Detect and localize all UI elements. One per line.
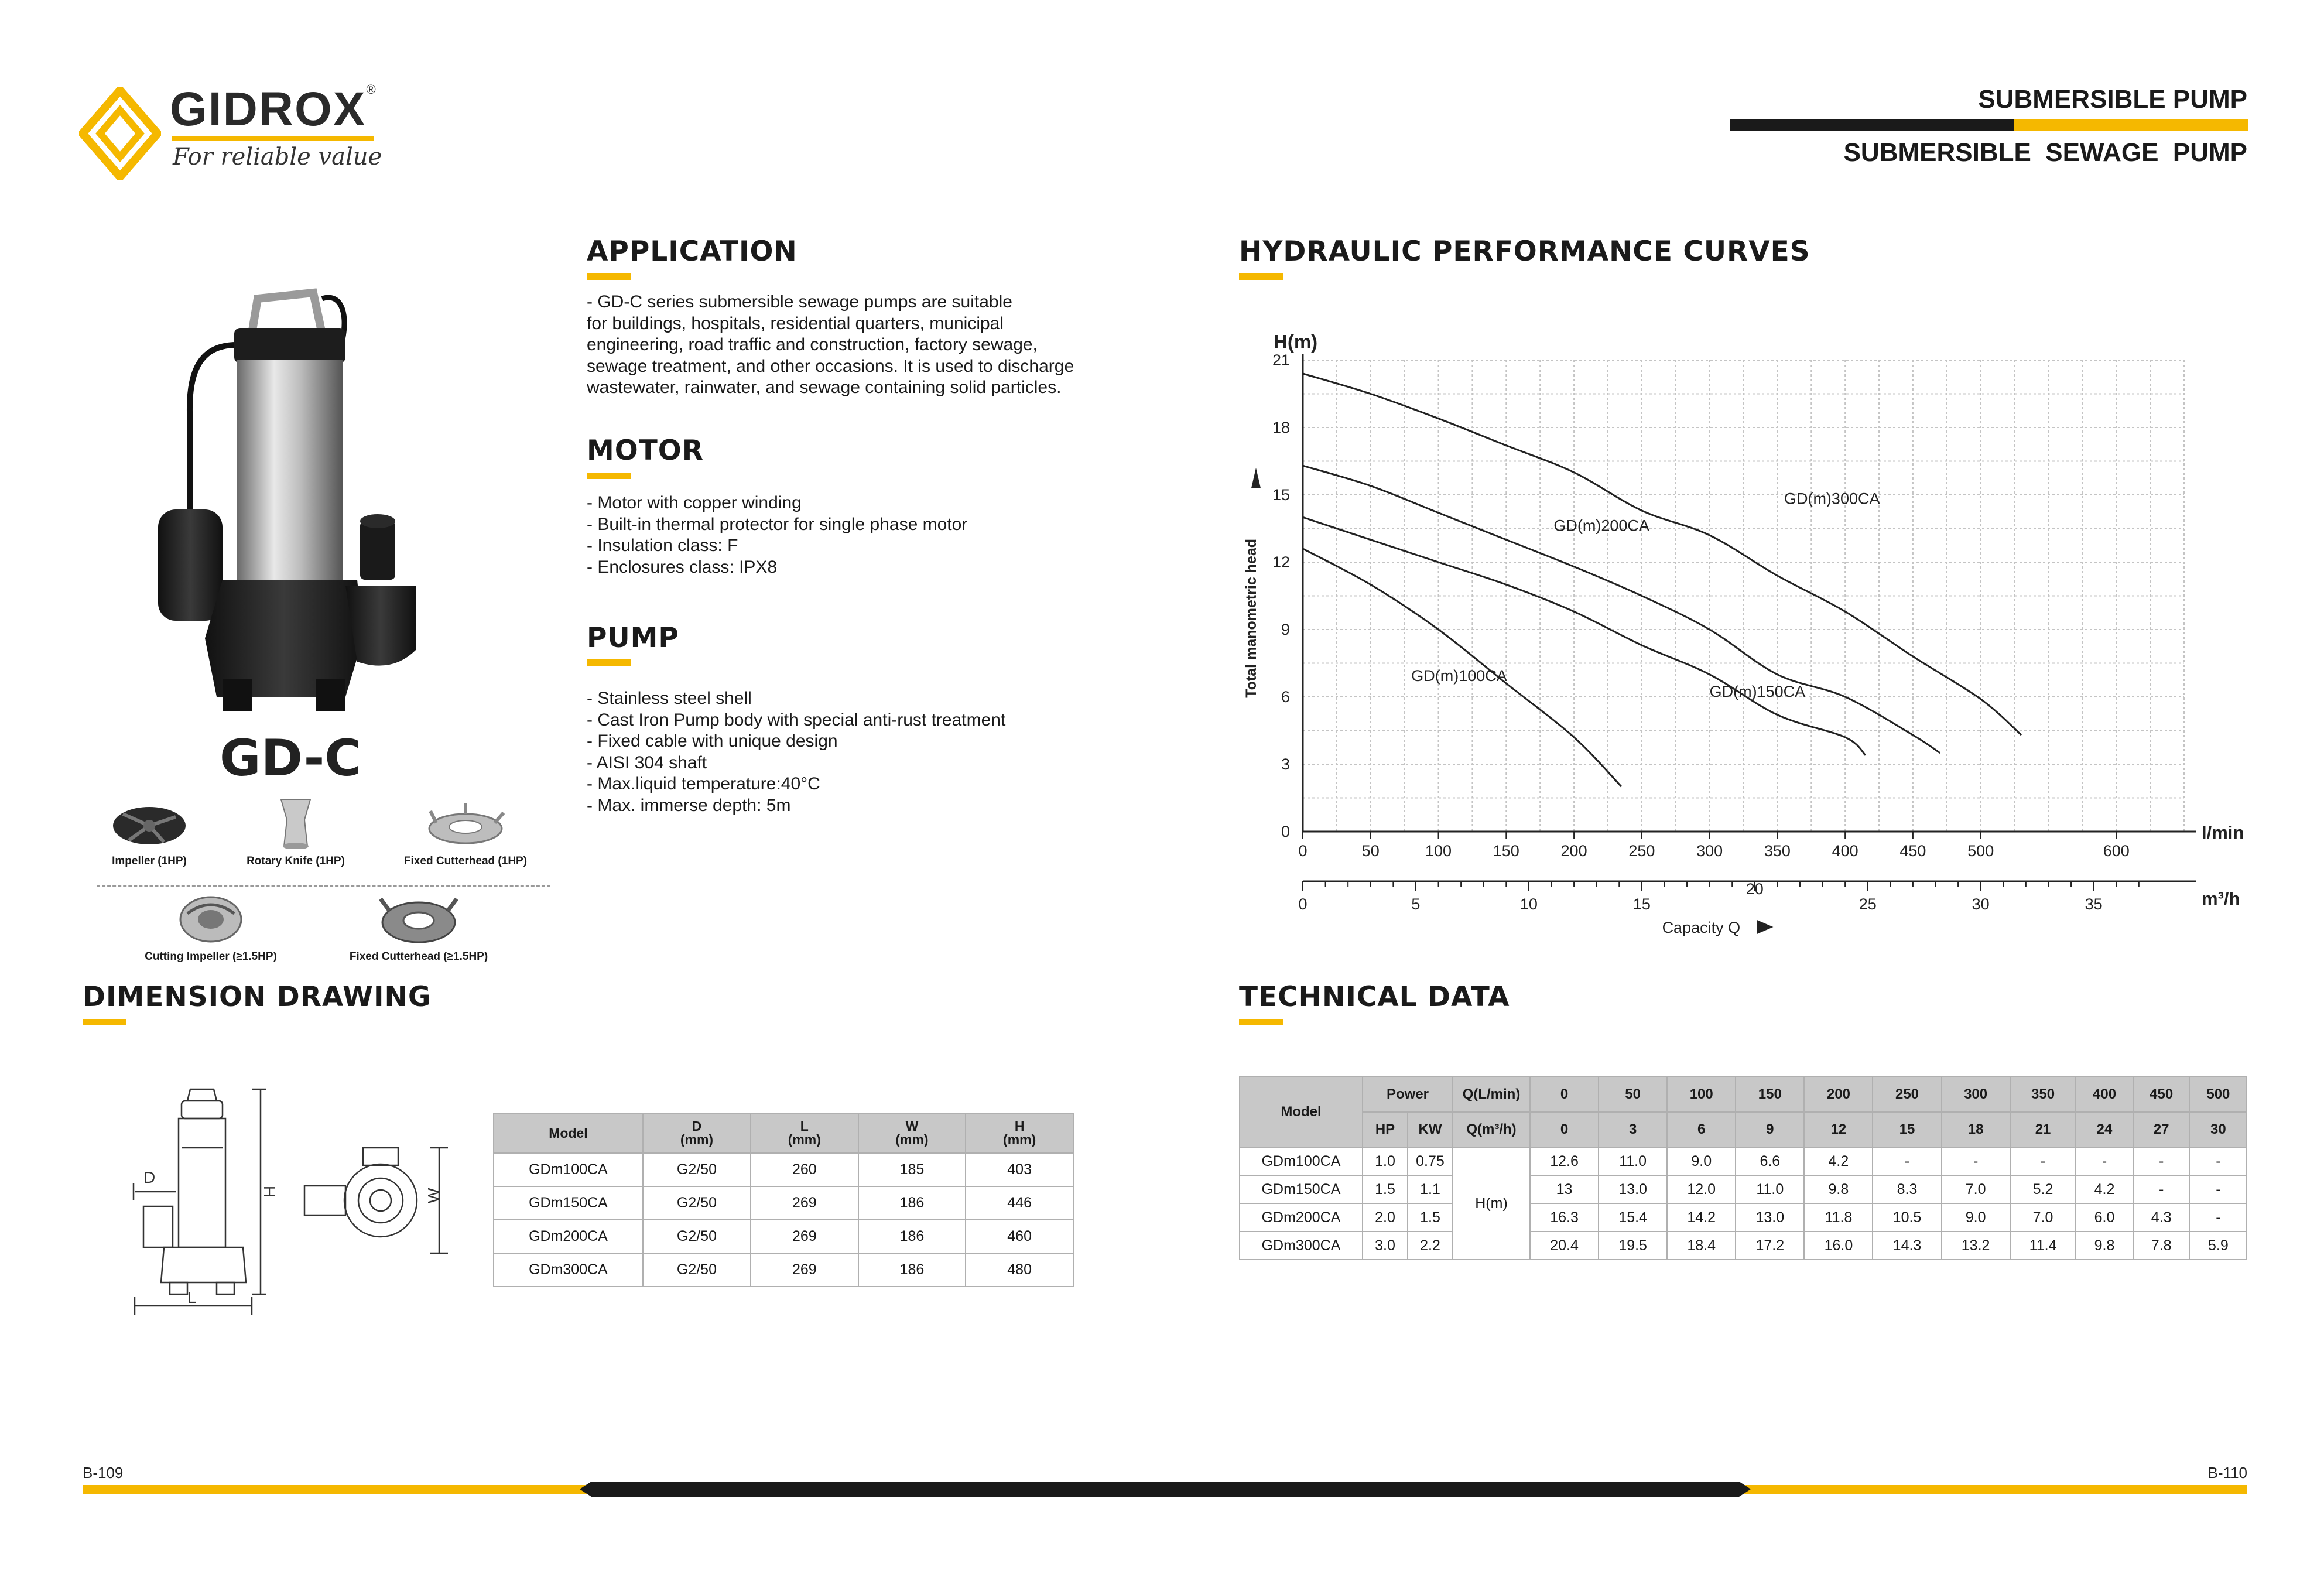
- dim-label-h: H: [261, 1185, 279, 1198]
- curves-title: HYDRAULIC PERFORMANCE CURVES: [1239, 235, 1810, 268]
- accessory-caption: Fixed Cutterhead (1HP): [403, 855, 528, 867]
- cutting-impeller-icon: [123, 890, 299, 946]
- dimension-drawing: [111, 1083, 521, 1318]
- page-number-left: B-109: [83, 1464, 124, 1482]
- dim-header-w: W (mm): [858, 1113, 966, 1153]
- technical-table: Model Power Q(L/min) 0 50 100 150 200 250 300 350 400 450 500 HP KW Q(m³/h) 0 3 6 9 12 15 18 21 24 27 30 GDm100CA 1.0 0.75 H(m) 12.6 11.0 9.0 6.6 4.2 - - - - - - GDm150CA 1.5 1.1 13 13.0 12.0 11.0 9.8 8.3 7.0 5.2 4.2 - - GDm200CA 2.0 1.5 16.3 15.4 14.2 13.0 11.8 10.5 9.0 7.0 6.0 4.3 - GDm300CA 3.0 2.2 20.4 19.5 18.4 17.2 16.0 14.3 13.2 11.4 9.8 7.8 5.9: [1239, 1076, 2247, 1260]
- x-tick-label-lmin: 400: [1832, 842, 1858, 860]
- table-row: GDm200CA G2/50 269 186 460: [494, 1220, 1073, 1253]
- pump-text: - Stainless steel shell - Cast Iron Pump body with special anti-rust treatment - Fixed cable with unique design - AISI 304 shaft - Max.liquid temperature:40°C - Max. immerse depth: 5m: [587, 689, 1006, 815]
- series-label: GD(m)300CA: [1784, 490, 1880, 508]
- y-axis-label: H(m): [1274, 331, 1318, 353]
- cutterhead-icon: [389, 796, 542, 849]
- header-bar-accent: [2014, 119, 2248, 131]
- dim-header-h: H (mm): [966, 1113, 1073, 1153]
- accessory-caption: Cutting Impeller (≥1.5HP): [145, 950, 277, 963]
- diamond-logo-icon: [79, 87, 161, 180]
- tech-header-model: Model: [1240, 1077, 1363, 1147]
- accessory-rotary-knife: [234, 796, 357, 870]
- series-label: GD(m)100CA: [1411, 667, 1507, 685]
- table-row: GDm100CA G2/50 260 185 403: [494, 1153, 1073, 1186]
- dimension-underline: [83, 1019, 126, 1025]
- tech-header-hp: HP: [1363, 1112, 1408, 1147]
- dim-header-model: Model: [494, 1113, 643, 1153]
- header-subcategory: SUBMERSIBLE SEWAGE PUMP: [1843, 138, 2247, 167]
- x-tick-label-m3h: 10: [1519, 895, 1538, 913]
- table-row: GDm150CA G2/50 269 186 446: [494, 1186, 1073, 1220]
- application-text: - GD-C series submersible sewage pumps are suitable for buildings, hospitals, residential quarters, municipal engineering, road traffic and construction, factory sewage, sewage treatment, and other occasions. It is used to discharge wastewater, rainwater, and sewage containing solid particles.: [587, 292, 1074, 397]
- y-tick-label: 12: [1272, 553, 1290, 571]
- x-tick-label-lmin: 350: [1764, 842, 1791, 860]
- dim-header-d: D (mm): [643, 1113, 751, 1153]
- x-axis-label: Capacity Q: [1662, 919, 1741, 936]
- motor-title: MOTOR: [587, 435, 704, 467]
- page-number-right: B-110: [2207, 1464, 2247, 1482]
- dim-label-w: W: [425, 1188, 443, 1203]
- x-tick-label-m3h: 15: [1632, 895, 1651, 913]
- tech-h-label: H(m): [1453, 1147, 1530, 1260]
- cutterhead-large-icon: [334, 890, 504, 946]
- motor-underline: [587, 473, 631, 479]
- table-row: GDm150CA 1.5 1.1 13 13.0 12.0 11.0 9.8 8.3 7.0 5.2 4.2 - -: [1240, 1175, 2247, 1203]
- brand-name: GIDROX®: [170, 82, 377, 136]
- accessory-fixed-cutterhead-1hp: [389, 796, 542, 870]
- accessory-cutting-impeller: [123, 890, 299, 966]
- accessory-fixed-cutterhead-15hp: [334, 890, 504, 966]
- tech-header-q-lmin: Q(L/min): [1453, 1077, 1530, 1112]
- x-tick-label-m3h: 35: [2085, 895, 2103, 913]
- dim-header-l: L (mm): [751, 1113, 858, 1153]
- x-tick-label-m3h: 0: [1298, 895, 1308, 913]
- y-axis-side-label: Total manometric head: [1243, 538, 1259, 698]
- y-tick-label: 18: [1272, 419, 1290, 436]
- y-tick-label: 21: [1272, 351, 1290, 369]
- dimension-title: DIMENSION DRAWING: [83, 981, 432, 1013]
- series-line: [1303, 517, 1866, 755]
- x-tick-label-lmin: 600: [2103, 842, 2130, 860]
- x-tick-label-lmin: 200: [1560, 842, 1587, 860]
- brand-logo: [79, 82, 407, 184]
- accessory-caption: Fixed Cutterhead (≥1.5HP): [349, 950, 488, 963]
- brand-tagline: For reliable value: [173, 143, 382, 170]
- product-image: [146, 275, 427, 714]
- motor-text: - Motor with copper winding - Built-in thermal protector for single phase motor - Insulation class: F - Enclosures class: IPX8: [587, 493, 968, 577]
- x-unit-m3h: m³/h: [2202, 888, 2240, 909]
- x-tick-label-m3h: 30: [1972, 895, 1990, 913]
- series-label: GD(m)150CA: [1709, 683, 1806, 700]
- dimension-table: [493, 1113, 1074, 1287]
- y-tick-label: 6: [1281, 688, 1290, 706]
- pump-title: PUMP: [587, 622, 679, 654]
- x-axis-arrow-icon: [1757, 920, 1774, 934]
- y-tick-label: 15: [1272, 486, 1290, 504]
- application-underline: [587, 273, 631, 280]
- footer-bar-dark: [580, 1482, 1751, 1497]
- table-row: GDm300CA 3.0 2.2 20.4 19.5 18.4 17.2 16.0 14.3 13.2 11.4 9.8 7.8 5.9: [1240, 1232, 2247, 1260]
- technical-underline: [1239, 1019, 1283, 1025]
- table-row: GDm100CA 1.0 0.75 H(m) 12.6 11.0 9.0 6.6 4.2 - - - - - -: [1240, 1147, 2247, 1175]
- technical-title: TECHNICAL DATA: [1239, 981, 1510, 1013]
- x-tick-label-lmin: 0: [1298, 842, 1308, 860]
- x-tick-label-lmin: 100: [1425, 842, 1452, 860]
- accessory-caption: Rotary Knife (1HP): [247, 855, 345, 867]
- dim-label-d: D: [143, 1168, 156, 1186]
- tech-header-power: Power: [1363, 1077, 1453, 1112]
- x-tick-label-lmin: 500: [1967, 842, 1994, 860]
- x-tick-label-m3h: 20: [1745, 880, 1764, 898]
- x-tick-label-lmin: 300: [1696, 842, 1723, 860]
- y-tick-label: 9: [1281, 621, 1290, 638]
- x-tick-label-m3h: 5: [1411, 895, 1421, 913]
- application-title: APPLICATION: [587, 235, 798, 268]
- series-label: GD(m)200CA: [1553, 516, 1649, 535]
- series-line: [1303, 466, 1940, 753]
- accessory-divider: [97, 885, 550, 887]
- table-row: GDm300CA G2/50 269 186 480: [494, 1253, 1073, 1287]
- x-unit-lmin: l/min: [2202, 822, 2244, 843]
- tech-header-q-m3h: Q(m³/h): [1453, 1112, 1530, 1147]
- header-category: SUBMERSIBLE PUMP: [1978, 85, 2247, 114]
- x-tick-label-m3h: 25: [1858, 895, 1877, 913]
- performance-chart: [1230, 305, 2260, 949]
- accessory-impeller: [100, 796, 199, 870]
- pump-underline: [587, 659, 631, 666]
- tech-header-kw: KW: [1408, 1112, 1453, 1147]
- impeller-icon: [100, 796, 199, 849]
- curves-underline: [1239, 273, 1283, 280]
- x-tick-label-lmin: 150: [1493, 842, 1519, 860]
- y-axis-arrow-icon: [1251, 468, 1261, 488]
- y-tick-label: 0: [1281, 823, 1290, 840]
- dim-label-l: L: [187, 1288, 197, 1306]
- y-tick-label: 3: [1281, 755, 1290, 773]
- logo-divider: [172, 136, 374, 141]
- x-tick-label-lmin: 450: [1899, 842, 1926, 860]
- accessory-caption: Impeller (1HP): [112, 855, 187, 867]
- x-tick-label-lmin: 250: [1628, 842, 1655, 860]
- rotary-knife-icon: [234, 796, 357, 849]
- x-tick-label-lmin: 50: [1361, 842, 1380, 860]
- product-model-label: GD-C: [220, 729, 362, 788]
- table-row: GDm200CA 2.0 1.5 16.3 15.4 14.2 13.0 11.8 10.5 9.0 7.0 6.0 4.3 -: [1240, 1203, 2247, 1232]
